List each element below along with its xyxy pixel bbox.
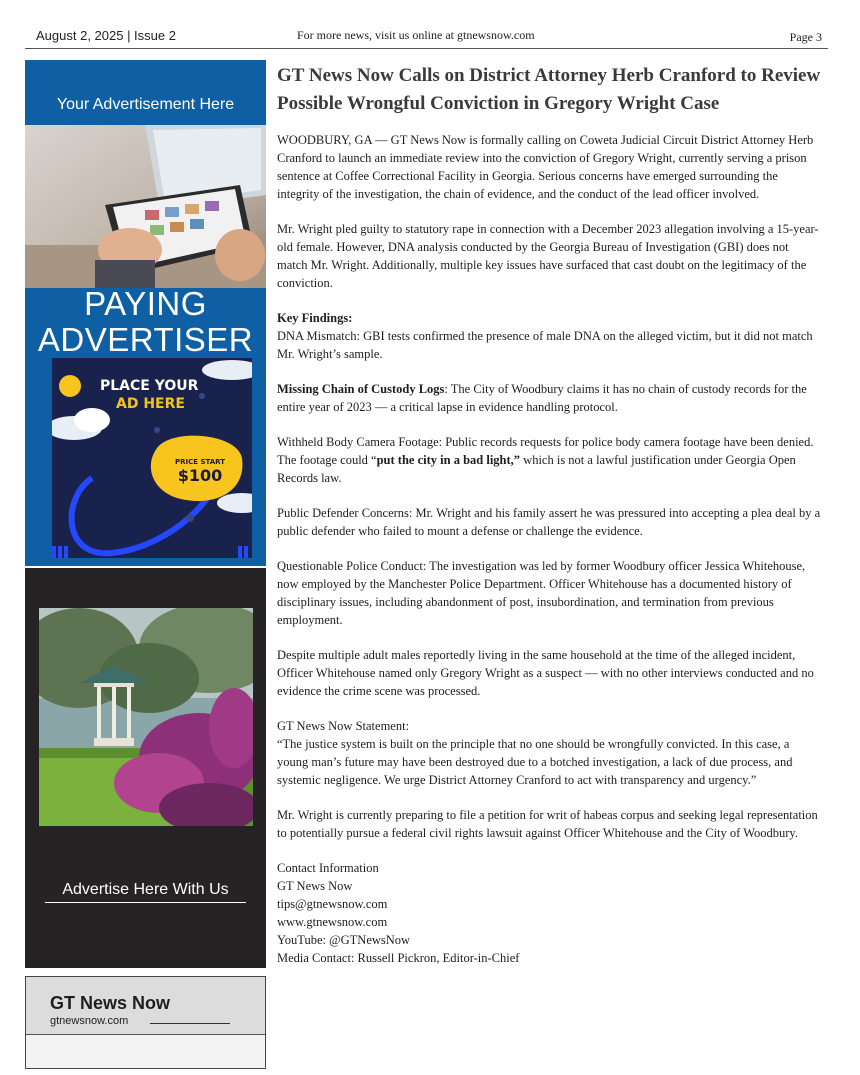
custody-body: : The City of Woodbury claims it has no chain of custody records for the entire year of 2023 — a critical lapse in evidence handling protocol. [277, 382, 807, 414]
contact-media: Media Contact: Russell Pickron, Editor-in-Chief [277, 951, 520, 965]
article-paragraph-household: Despite multiple adult males reportedly living in the same household at the time of the alleged incident, Officer Whitehouse named only Gregory Wright as a suspect — with no other interviews conducted and no evidence the crime scene was processed. [277, 648, 814, 698]
finding-public-defender: Public Defender Concerns: Mr. Wright and his family assert he was pressured into accepting a plea deal by a public defender who failed to mount a defense or challenge the evidence. [277, 506, 821, 538]
custody-heading: Missing Chain of Custody Logs [277, 382, 445, 396]
finding-body-camera [277, 433, 822, 487]
statement-section [277, 717, 822, 789]
advertisement-block[interactable] [25, 60, 266, 566]
ad-title: Your Advertisement Here [56, 96, 235, 113]
brand-url[interactable]: gtnewsnow.com [50, 1015, 129, 1027]
contact-heading: Contact Information [277, 861, 379, 875]
brand-divider [150, 1023, 230, 1024]
promo-price-label: PRICE START [174, 458, 226, 466]
article-headline: GT News Now Calls on District Attorney Herb Cranford to Review Possible Wrongful Conviction in Gregory Wright Case [277, 65, 821, 114]
promo-price-value: $100 [177, 466, 223, 485]
contact-website[interactable]: www.gtnewsnow.com [277, 915, 388, 929]
bodycam-text-after: which is not a lawful justification under Georgia Open Records law. [277, 453, 796, 485]
article-paragraph-dna-analysis: Mr. Wright pled guilty to statutory rape in connection with a December 2023 allegation involving a 15-year-old female. However, DNA analysis conducted by the Georgia Bureau of Investigation (GBI) does not match Mr. Wright. Additionally, multiple key issues have surfaced that cast doubt on the legitimacy of the conviction. [277, 222, 819, 290]
promo-ad-here: AD HERE [116, 396, 185, 412]
place-your-ad-promo[interactable] [52, 358, 252, 558]
key-findings-section [277, 309, 822, 363]
brand-box [25, 976, 266, 1069]
article-paragraph-intro: WOODBURY, GA — GT News Now is formally calling on Coweta Judicial Circuit District Attorney Herb Cranford to launch an immediate review into the conviction of Gregory Wright, currently serving a prison sentence at Coffee Correctional Facility in Georgia. Serious concerns have emerged surrounding the integrity of the investigation, the chain of evidence, and the conduct of the lead officer involved. [277, 133, 814, 201]
advertise-here-label: Advertise Here With Us [45, 881, 246, 903]
key-findings-heading: Key Findings: [277, 311, 353, 325]
header-tagline: For more news, visit us online at gtnewsnow.com [297, 28, 535, 42]
issue-date: August 2, 2025 | Issue 2 [36, 28, 176, 43]
brand-header [26, 977, 265, 1035]
article [277, 62, 822, 984]
advertiser-word: ADVERTISER [37, 321, 254, 358]
statement-quote: “The justice system is built on the principle that no one should be wrongfully convicted. In this case, a young man’s future may have been destroyed due to a botched investigation, a lack of due process, and systemic negligence. We urge District Attorney Cranford to act with transparency and urgency.” [277, 737, 793, 787]
finding-police-conduct: Questionable Police Conduct: The investigation was led by former Woodbury officer Jessica Whitehouse, now employed by the Manchester Police Department. Officer Whitehouse has a documented history of disciplinary issues, including abandonment of post, insubordination, and termination from previous employment. [277, 559, 806, 627]
bodycam-quote: put the city in a bad light,” [376, 453, 521, 467]
promo-place-your: PLACE YOUR [100, 378, 199, 394]
finding-dna-mismatch: DNA Mismatch: GBI tests confirmed the presence of male DNA on the alleged victim, but it did not match Mr. Wright’s sample. [277, 329, 813, 361]
brand-name: GT News Now [50, 993, 171, 1013]
contact-information [277, 859, 822, 967]
finding-chain-of-custody [277, 380, 822, 416]
contact-email[interactable]: tips@gtnewsnow.com [277, 897, 388, 911]
page-number: Page 3 [789, 30, 822, 44]
garden-gazebo-photo [39, 608, 253, 826]
advertisement-block-dark[interactable] [25, 568, 266, 968]
contact-youtube[interactable]: YouTube: @GTNewsNow [277, 933, 411, 947]
contact-org: GT News Now [277, 879, 353, 893]
bodycam-text-before: Withheld Body Camera Footage: Public records requests for police body camera footage have been denied. The footage could “ [277, 435, 814, 467]
tablet-photo [25, 125, 266, 288]
article-paragraph-petition: Mr. Wright is currently preparing to file a petition for writ of habeas corpus and seeking legal representation to potentially pursue a federal civil rights lawsuit against Officer Whitehouse and the City of Woodbury. [277, 808, 818, 840]
paying-advertiser-text [25, 286, 266, 358]
page-header [25, 22, 828, 49]
paying-word: PAYING [84, 285, 207, 322]
statement-heading: GT News Now Statement: [277, 719, 410, 733]
